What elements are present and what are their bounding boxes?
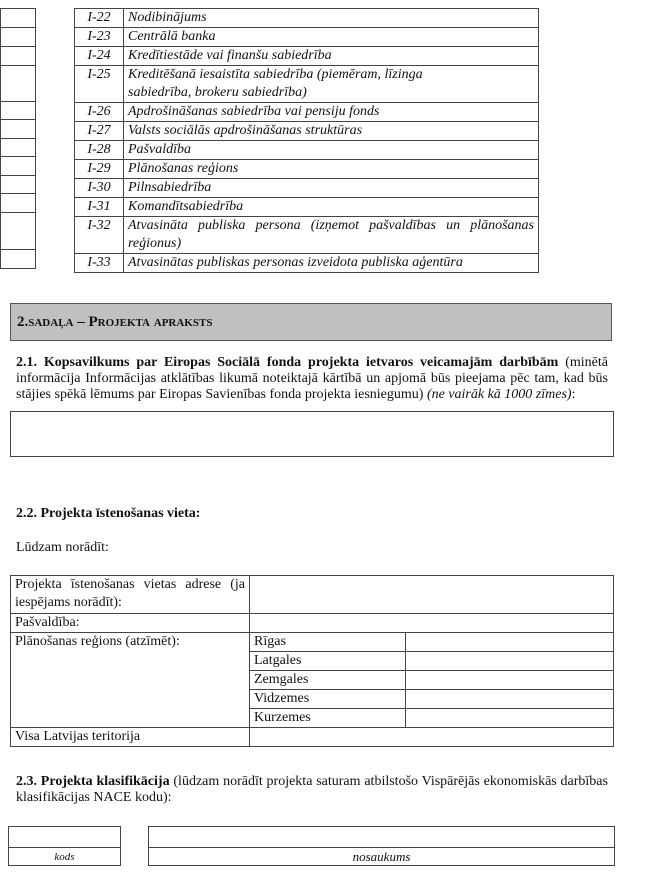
nace-name-box	[148, 826, 615, 866]
address-field[interactable]	[250, 576, 614, 614]
s21-text: (minētā informācija Informācijas atklātības likumā noteiktajā kārtībā un apjomā būs pieejama pēc tam, kad būs stājies spēkā lēmums par Eiropas Savienības fonda projekta iesniegumu)	[16, 355, 608, 402]
s21-paragraph	[16, 355, 608, 403]
section-title-a: sadaļa	[28, 314, 74, 330]
checkbox-i28[interactable]	[1, 139, 36, 157]
s21-colon: :	[571, 387, 576, 402]
location-table	[10, 575, 614, 747]
entity-label: Plānošanas reģions	[124, 160, 539, 179]
s21-heading: 2.1. Kopsavilkums par Eiropas Sociālā fonda projekta ietvaros veicamajām darbībām	[16, 355, 559, 370]
table-row	[75, 198, 539, 217]
section-title-b: Projekta apraksts	[88, 314, 213, 330]
table-row	[75, 160, 539, 179]
entity-code: I-29	[75, 160, 124, 179]
region-option-kurzemes: Kurzemes	[250, 709, 406, 728]
address-label: Projekta īstenošanas vietas adrese (ja iespējams norādīt):	[11, 576, 250, 614]
entity-code: I-27	[75, 122, 124, 141]
entity-label: Apdrošināšanas sabiedrība vai pensiju fonds	[124, 103, 539, 122]
region-option-latgales: Latgales	[250, 652, 406, 671]
section-number: 2.	[17, 314, 29, 330]
checkbox-i26[interactable]	[1, 102, 36, 120]
checkbox-i24[interactable]	[1, 47, 36, 66]
s22-prompt: Lūdzam norādīt:	[16, 540, 109, 555]
entity-label: Kreditēšanā iesaistīta sabiedrība (piemēram, līzinga sabiedrība, brokeru sabiedrība)	[124, 66, 539, 103]
checkbox-column	[0, 8, 36, 269]
entity-code: I-30	[75, 179, 124, 198]
table-row	[75, 217, 539, 254]
s23-text: (lūdzam norādīt projekta saturam atbilstošo Vispārējās ekonomiskās darbības klasifikācijas NACE kodu):	[16, 774, 608, 805]
table-row	[75, 254, 539, 273]
nace-name-field[interactable]	[149, 827, 614, 848]
entity-label: Atvasinātas publiskas personas izveidota publiska aģentūra	[124, 254, 539, 273]
entity-label: Pilnsabiedrība	[124, 179, 539, 198]
nace-code-box	[8, 826, 121, 866]
entity-label: Kredītiestāde vai finanšu sabiedrība	[124, 47, 539, 66]
entity-code: I-31	[75, 198, 124, 217]
table-row	[75, 179, 539, 198]
region-label: Plānošanas reģions (atzīmēt):	[11, 633, 250, 728]
checkbox-i22[interactable]	[1, 9, 36, 28]
entity-code: I-22	[75, 9, 124, 28]
table-row	[75, 66, 539, 103]
entity-code: I-24	[75, 47, 124, 66]
region-mark-kurzemes[interactable]	[406, 709, 614, 728]
table-row	[75, 141, 539, 160]
s23-heading: 2.3. Projekta klasifikācija	[16, 774, 170, 789]
s23-paragraph	[16, 774, 608, 806]
municipality-field[interactable]	[250, 614, 614, 633]
region-mark-vidzemes[interactable]	[406, 690, 614, 709]
summary-textarea[interactable]	[10, 411, 614, 457]
entity-label: Nodibinājums	[124, 9, 539, 28]
s21-note: (ne vairāk kā 1000 zīmes)	[426, 387, 572, 402]
region-mark-rigas[interactable]	[406, 633, 614, 652]
region-mark-latgales[interactable]	[406, 652, 614, 671]
region-option-vidzemes: Vidzemes	[250, 690, 406, 709]
section-header	[10, 303, 612, 341]
checkbox-i29[interactable]	[1, 157, 36, 176]
table-row	[75, 103, 539, 122]
checkbox-i32[interactable]	[1, 213, 36, 250]
nace-name-label: nosaukums	[352, 849, 411, 864]
entity-code: I-25	[75, 66, 124, 103]
table-row	[75, 28, 539, 47]
entity-code: I-26	[75, 103, 124, 122]
checkbox-i25[interactable]	[1, 66, 36, 102]
entity-code: I-28	[75, 141, 124, 160]
entity-label: Valsts sociālās apdrošināšanas struktūras	[124, 122, 539, 141]
checkbox-i23[interactable]	[1, 28, 36, 47]
nace-code-field[interactable]	[9, 827, 120, 848]
all-latvia-field[interactable]	[250, 728, 614, 747]
table-row	[75, 122, 539, 141]
entity-code: I-32	[75, 217, 124, 254]
table-row	[75, 47, 539, 66]
entity-label: Centrālā banka	[124, 28, 539, 47]
entity-code: I-23	[75, 28, 124, 47]
region-option-zemgales: Zemgales	[250, 671, 406, 690]
s22-heading: 2.2. Projekta īstenošanas vieta:	[16, 506, 201, 521]
entity-code: I-33	[75, 254, 124, 273]
entity-label: Pašvaldība	[124, 141, 539, 160]
all-latvia-label: Visa Latvijas teritorija	[11, 728, 250, 747]
region-mark-zemgales[interactable]	[406, 671, 614, 690]
region-option-rigas: Rīgas	[250, 633, 406, 652]
entity-type-table	[74, 8, 539, 273]
checkbox-i27[interactable]	[1, 120, 36, 139]
section-dash: –	[73, 314, 89, 330]
table-row	[75, 9, 539, 28]
checkbox-i33[interactable]	[1, 250, 36, 269]
municipality-label: Pašvaldība:	[11, 614, 250, 633]
checkbox-i31[interactable]	[1, 194, 36, 213]
entity-label: Atvasināta publiska persona (izņemot pašvaldības un plānošanas reģionus)	[124, 217, 539, 254]
checkbox-i30[interactable]	[1, 176, 36, 194]
nace-code-label: kods	[54, 851, 75, 863]
entity-label: Komandītsabiedrība	[124, 198, 539, 217]
